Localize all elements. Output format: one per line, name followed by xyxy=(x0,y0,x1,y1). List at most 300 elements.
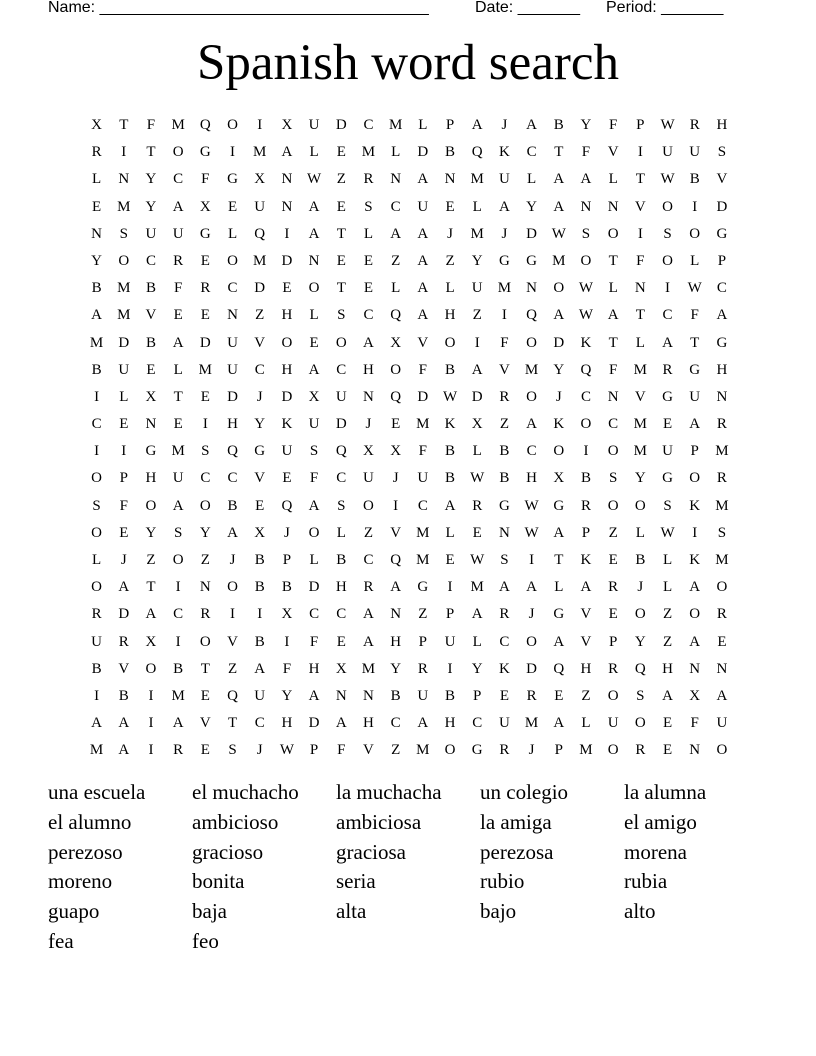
grid-letter: R xyxy=(499,606,510,623)
grid-letter: E xyxy=(309,334,319,351)
grid-letter: L xyxy=(391,280,401,297)
grid-letter: U xyxy=(91,633,103,650)
grid-letter: N xyxy=(91,225,103,242)
grid-letter: O xyxy=(634,497,646,514)
grid-letter: M xyxy=(633,443,648,460)
grid-letter: F xyxy=(608,117,618,133)
grid-letter: A xyxy=(580,171,592,188)
grid-letter: J xyxy=(229,552,236,568)
name-field-label: Name: _____________________________________ xyxy=(48,0,429,16)
grid-letter: M xyxy=(361,144,376,161)
grid-letter: Y xyxy=(553,361,565,378)
grid-letter: S xyxy=(717,524,727,541)
grid-row xyxy=(83,384,736,411)
grid-letter: G xyxy=(471,742,483,759)
grid-letter: L xyxy=(309,307,319,324)
grid-letter: Z xyxy=(363,524,374,541)
grid-letter: M xyxy=(89,742,104,759)
grid-letter: R xyxy=(91,606,102,623)
grid-letter: B xyxy=(445,470,456,487)
word-bank-item: rubio xyxy=(480,869,525,894)
grid-letter: H xyxy=(281,361,293,378)
grid-letter: T xyxy=(554,144,564,161)
grid-letter: D xyxy=(308,715,320,732)
grid-letter: X xyxy=(363,443,374,460)
grid-letter: A xyxy=(553,171,565,188)
grid-letter: I xyxy=(148,715,154,732)
grid-letter: O xyxy=(91,579,103,596)
grid-letter: H xyxy=(444,715,456,732)
grid-letter: I xyxy=(202,416,208,433)
grid-letter: H xyxy=(281,715,293,732)
grid-letter: O xyxy=(145,660,157,677)
grid-letter: U xyxy=(498,715,510,732)
grid-letter: M xyxy=(416,416,430,433)
grid-letter: D xyxy=(227,388,238,405)
grid-letter: E xyxy=(146,361,156,378)
grid-letter: I xyxy=(447,579,453,596)
grid-letter: P xyxy=(445,606,455,623)
grid-letter: D xyxy=(254,280,266,297)
grid-letter: N xyxy=(281,198,293,215)
grid-letter: U xyxy=(471,280,483,297)
grid-letter: V xyxy=(199,715,211,732)
grid-letter: C xyxy=(390,715,401,732)
grid-letter: A xyxy=(716,687,728,704)
grid-letter: E xyxy=(336,198,346,215)
grid-letter: B xyxy=(281,579,292,596)
grid-letter: I xyxy=(94,687,100,704)
grid-letter: R xyxy=(173,252,184,269)
grid-letter: I xyxy=(393,497,399,514)
grid-letter: L xyxy=(554,579,564,596)
grid-letter: A xyxy=(91,307,103,324)
grid-letter: A xyxy=(335,715,347,732)
grid-letter: A xyxy=(417,225,429,242)
word-bank xyxy=(48,780,768,959)
grid-letter: A xyxy=(498,579,510,596)
grid-letter: Z xyxy=(499,416,509,433)
grid-letter: U xyxy=(607,715,619,732)
grid-letter: M xyxy=(117,198,131,215)
grid-letter: I xyxy=(692,198,698,215)
grid-letter: O xyxy=(662,252,673,269)
grid-letter: X xyxy=(471,416,483,433)
grid-letter: Z xyxy=(581,687,591,704)
grid-letter: B xyxy=(689,171,700,188)
grid-letter: G xyxy=(254,443,266,460)
grid-letter: S xyxy=(663,497,672,514)
grid-letter: F xyxy=(173,280,183,297)
grid-letter: D xyxy=(199,334,211,351)
grid-letter: N xyxy=(716,660,728,677)
grid-letter: C xyxy=(363,552,374,568)
grid-letter: P xyxy=(418,633,428,650)
grid-letter: A xyxy=(689,579,701,596)
grid-letter: O xyxy=(580,252,592,269)
grid-letter: A xyxy=(417,715,429,732)
grid-letter: L xyxy=(662,579,673,596)
grid-letter: O xyxy=(553,280,565,297)
grid-letter: F xyxy=(418,361,428,378)
grid-letter: W xyxy=(660,117,675,133)
grid-letter: O xyxy=(172,144,184,161)
grid-letter: G xyxy=(716,225,728,242)
grid-letter: O xyxy=(199,497,211,514)
grid-letter: G xyxy=(199,225,211,242)
grid-letter: C xyxy=(254,361,265,378)
grid-letter: R xyxy=(499,742,510,759)
grid-letter: P xyxy=(581,524,591,541)
grid-letter: A xyxy=(118,715,130,732)
grid-letter: E xyxy=(336,633,346,650)
grid-letter: R xyxy=(716,606,727,623)
grid-letter: U xyxy=(417,198,429,215)
grid-letter: M xyxy=(497,280,512,297)
grid-letter: B xyxy=(173,660,184,677)
grid-letter: H xyxy=(363,715,374,732)
grid-letter: D xyxy=(281,252,293,269)
grid-letter: S xyxy=(500,552,509,568)
grid-letter: U xyxy=(254,687,266,704)
grid-row xyxy=(83,683,736,710)
word-bank-item: el amigo xyxy=(624,809,697,834)
grid-letter: G xyxy=(716,334,728,351)
grid-letter: B xyxy=(254,633,265,650)
grid-letter: V xyxy=(254,470,266,487)
grid-letter: Z xyxy=(200,552,210,568)
grid-letter: C xyxy=(173,606,184,623)
grid-letter: C xyxy=(309,606,320,623)
grid-letter: P xyxy=(309,742,319,759)
grid-letter: F xyxy=(282,660,292,677)
grid-letter: G xyxy=(498,497,510,514)
grid-letter: E xyxy=(200,252,210,269)
grid-letter: G xyxy=(662,388,673,405)
grid-letter: T xyxy=(336,225,346,242)
grid-letter: E xyxy=(662,715,673,732)
grid-letter: A xyxy=(662,687,673,704)
grid-letter: O xyxy=(308,280,320,297)
grid-letter: E xyxy=(282,280,292,297)
grid-letter: N xyxy=(607,388,619,405)
grid-letter: M xyxy=(470,579,484,596)
grid-letter: J xyxy=(501,117,508,133)
grid-letter: T xyxy=(635,171,645,188)
grid-row xyxy=(83,166,736,193)
word-bank-item: perezosa xyxy=(480,839,554,864)
grid-letter: O xyxy=(689,470,701,487)
grid-letter: D xyxy=(716,198,728,215)
grid-letter: M xyxy=(633,416,648,433)
grid-letter: A xyxy=(580,579,592,596)
grid-letter: S xyxy=(337,307,346,324)
grid-letter: N xyxy=(444,171,456,188)
grid-letter: S xyxy=(636,687,645,704)
grid-letter: U xyxy=(662,443,673,460)
grid-letter: W xyxy=(578,280,594,297)
grid-letter: P xyxy=(473,687,482,704)
grid-letter: M xyxy=(470,171,484,188)
word-bank-item: morena xyxy=(624,839,687,864)
grid-letter: B xyxy=(445,443,456,460)
grid-letter: W xyxy=(524,497,539,514)
grid-letter: U xyxy=(172,470,184,487)
grid-letter: N xyxy=(526,280,538,297)
grid-letter: P xyxy=(690,443,699,460)
grid-letter: T xyxy=(608,252,618,269)
grid-letter: O xyxy=(716,742,728,759)
grid-letter: J xyxy=(555,388,562,405)
grid-letter: O xyxy=(607,497,619,514)
grid-letter: E xyxy=(662,742,673,759)
grid-letter: X xyxy=(390,334,402,351)
grid-letter: S xyxy=(201,443,210,460)
grid-letter: B xyxy=(145,280,156,297)
grid-letter: O xyxy=(91,524,103,541)
grid-letter: U xyxy=(716,715,728,732)
grid-letter: T xyxy=(690,334,700,351)
grid-letter: U xyxy=(145,225,157,242)
grid-letter: F xyxy=(309,633,319,650)
grid-letter: J xyxy=(365,416,372,433)
grid-letter: N xyxy=(498,524,510,541)
grid-letter: Y xyxy=(471,252,483,269)
grid-letter: C xyxy=(472,715,483,732)
grid-row xyxy=(83,547,736,574)
grid-letter: N xyxy=(145,416,157,433)
grid-letter: K xyxy=(498,660,510,677)
grid-letter: M xyxy=(117,280,131,297)
grid-letter: Q xyxy=(580,361,592,378)
grid-letter: V xyxy=(498,361,510,378)
grid-letter: L xyxy=(391,144,401,161)
grid-letter: I xyxy=(637,225,643,242)
grid-letter: V xyxy=(580,606,592,623)
grid-letter: T xyxy=(608,334,618,351)
grid-letter: K xyxy=(281,416,293,433)
grid-letter: N xyxy=(634,280,646,297)
grid-letter: S xyxy=(228,742,237,759)
grid-letter: O xyxy=(662,198,673,215)
grid-letter: C xyxy=(173,171,184,188)
grid-letter: C xyxy=(336,606,347,623)
grid-letter: X xyxy=(308,388,320,405)
grid-letter: A xyxy=(390,579,402,596)
grid-letter: U xyxy=(498,171,510,188)
grid-letter: Q xyxy=(390,307,402,324)
grid-letter: Q xyxy=(227,687,238,704)
grid-letter: K xyxy=(553,416,565,433)
grid-letter: A xyxy=(498,198,510,215)
grid-letter: J xyxy=(256,742,263,759)
grid-letter: E xyxy=(391,416,401,433)
grid-letter: C xyxy=(499,633,510,650)
grid-letter: C xyxy=(526,443,537,460)
grid-letter: C xyxy=(227,280,238,297)
grid-letter: A xyxy=(118,579,130,596)
grid-letter: D xyxy=(118,334,130,351)
grid-letter: J xyxy=(528,742,535,759)
grid-letter: A xyxy=(172,497,184,514)
grid-letter: X xyxy=(254,524,266,541)
grid-letter: F xyxy=(690,307,699,324)
grid-letter: L xyxy=(119,388,129,405)
grid-letter: O xyxy=(335,334,347,351)
grid-letter: A xyxy=(553,524,565,541)
grid-letter: B xyxy=(390,687,401,704)
grid-letter: M xyxy=(579,742,593,759)
word-bank-item: fea xyxy=(48,928,74,953)
grid-letter: L xyxy=(445,280,455,297)
word-bank-item: baja xyxy=(192,899,227,924)
grid-letter: O xyxy=(607,687,619,704)
grid-row xyxy=(83,112,736,139)
grid-letter: J xyxy=(392,470,399,487)
grid-letter: G xyxy=(227,171,238,188)
grid-letter: G xyxy=(689,361,701,378)
grid-letter: C xyxy=(336,470,347,487)
grid-letter: N xyxy=(716,388,728,405)
word-bank-item: alta xyxy=(336,899,367,924)
grid-letter: N xyxy=(335,687,347,704)
grid-letter: O xyxy=(634,606,646,623)
grid-letter: H xyxy=(363,361,374,378)
grid-letter: B xyxy=(227,497,238,514)
grid-letter: Y xyxy=(145,198,157,215)
grid-letter: J xyxy=(637,579,644,596)
grid-letter: M xyxy=(171,687,185,704)
grid-letter: W xyxy=(470,470,485,487)
grid-letter: B xyxy=(118,687,129,704)
grid-letter: S xyxy=(92,497,101,514)
grid-letter: D xyxy=(335,416,347,433)
grid-letter: D xyxy=(526,225,538,242)
grid-letter: Q xyxy=(281,497,293,514)
grid-letter: E xyxy=(227,198,238,215)
grid-letter: V xyxy=(417,334,429,351)
grid-letter: L xyxy=(635,524,645,541)
grid-letter: U xyxy=(363,470,374,487)
grid-letter: B xyxy=(499,470,510,487)
grid-row xyxy=(83,330,736,357)
grid-letter: S xyxy=(309,443,319,460)
period-field-label: Period: _______ xyxy=(606,0,724,16)
grid-letter: Q xyxy=(254,225,266,242)
grid-letter: D xyxy=(281,388,293,405)
grid-letter: L xyxy=(92,552,102,568)
grid-letter: Q xyxy=(634,660,646,677)
grid-letter: H xyxy=(390,633,402,650)
grid-letter: A xyxy=(172,198,184,215)
grid-letter: F xyxy=(119,497,128,514)
grid-letter: E xyxy=(173,416,183,433)
grid-letter: H xyxy=(308,660,320,677)
grid-letter: F xyxy=(636,252,645,269)
grid-letter: F xyxy=(418,443,428,460)
grid-letter: C xyxy=(363,307,374,324)
grid-letter: U xyxy=(227,361,238,378)
grid-letter: I xyxy=(665,280,671,297)
grid-letter: P xyxy=(445,117,455,133)
grid-letter: U xyxy=(689,388,701,405)
grid-letter: L xyxy=(472,633,482,650)
grid-letter: I xyxy=(230,144,236,161)
grid-letter: L xyxy=(472,198,482,215)
grid-letter: L xyxy=(227,225,238,242)
grid-row xyxy=(83,465,736,492)
grid-letter: J xyxy=(528,606,535,623)
word-bank-item: ambiciosa xyxy=(336,809,422,834)
grid-letter: F xyxy=(608,361,618,378)
grid-letter: I xyxy=(230,606,236,623)
grid-letter: Y xyxy=(199,524,211,541)
grid-letter: D xyxy=(526,660,538,677)
grid-letter: A xyxy=(471,117,483,133)
grid-letter: T xyxy=(146,144,156,161)
grid-letter: A xyxy=(553,307,565,324)
grid-letter: R xyxy=(608,579,619,596)
grid-letter: G xyxy=(199,144,211,161)
grid-letter: L xyxy=(418,117,428,133)
grid-letter: A xyxy=(471,361,483,378)
grid-letter: M xyxy=(117,307,131,324)
grid-letter: R xyxy=(173,742,184,759)
grid-letter: M xyxy=(416,742,430,759)
grid-letter: O xyxy=(145,497,157,514)
grid-letter: V xyxy=(118,660,130,677)
word-bank-item: una escuela xyxy=(48,780,146,804)
grid-letter: N xyxy=(390,606,402,623)
grid-letter: N xyxy=(199,579,211,596)
grid-letter: A xyxy=(363,334,374,351)
grid-letter: A xyxy=(471,606,483,623)
grid-row xyxy=(83,493,736,520)
grid-letter: N xyxy=(227,307,238,324)
grid-letter: W xyxy=(551,225,566,242)
grid-letter: R xyxy=(200,280,211,297)
grid-letter: O xyxy=(172,552,184,568)
grid-letter: K xyxy=(444,416,456,433)
grid-letter: A xyxy=(607,307,619,324)
grid-letter: Y xyxy=(390,660,402,677)
grid-letter: O xyxy=(227,117,238,133)
grid-letter: A xyxy=(172,715,184,732)
grid-letter: U xyxy=(689,144,701,161)
grid-letter: N xyxy=(689,660,701,677)
grid-letter: O xyxy=(444,334,456,351)
word-bank-item: bonita xyxy=(192,869,245,894)
grid-letter: G xyxy=(498,252,510,269)
grid-letter: F xyxy=(500,334,509,351)
grid-letter: N xyxy=(580,198,592,215)
grid-letter: I xyxy=(257,117,263,133)
grid-letter: Z xyxy=(336,171,346,188)
grid-letter: O xyxy=(227,252,238,269)
grid-letter: D xyxy=(471,388,483,405)
grid-row xyxy=(83,574,736,601)
grid-letter: A xyxy=(91,715,103,732)
grid-letter: P xyxy=(717,252,727,269)
grid-letter: A xyxy=(308,361,320,378)
grid-letter: Z xyxy=(255,307,265,324)
grid-letter: M xyxy=(470,225,484,242)
grid-letter: A xyxy=(417,252,429,269)
grid-letter: F xyxy=(581,144,591,161)
grid-letter: I xyxy=(692,524,698,541)
grid-row xyxy=(83,520,736,547)
grid-letter: T xyxy=(336,280,346,297)
